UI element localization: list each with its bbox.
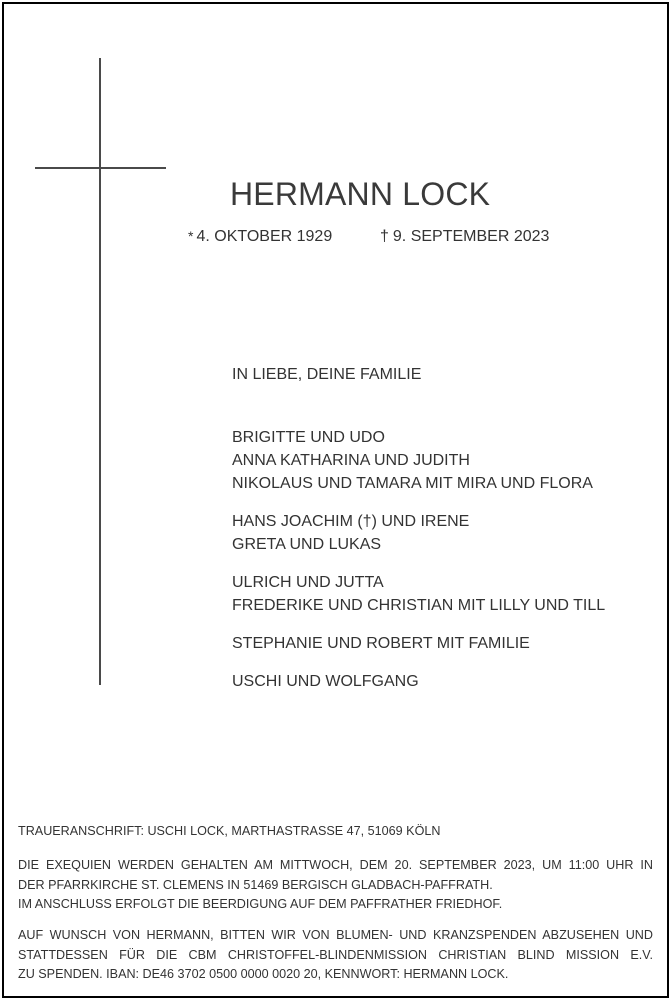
mourner-line: HANS JOACHIM (†) UND IRENE bbox=[232, 513, 470, 530]
mourner-line: STEPHANIE UND ROBERT MIT FAMILIE bbox=[232, 635, 530, 652]
donation-line: STATTDESSEN FÜR DIE CBM CHRISTOFFEL-BLINDENMISSION CHRISTIAN BLIND MISSION E.V. bbox=[18, 947, 653, 962]
mourner-line: FREDERIKE UND CHRISTIAN MIT LILLY UND TILL bbox=[232, 597, 606, 614]
death-date-line bbox=[380, 228, 549, 246]
birth-date-line bbox=[188, 228, 332, 246]
cross-icon-vertical-bar bbox=[99, 58, 101, 685]
death-date: 9. SEPTEMBER 2023 bbox=[392, 228, 550, 245]
death-dagger-icon: † bbox=[380, 228, 389, 245]
mourner-line: NIKOLAUS UND TAMARA MIT MIRA UND FLORA bbox=[232, 475, 593, 492]
mourner-group bbox=[232, 670, 605, 693]
donation-line: AUF WUNSCH VON HERMANN, BITTEN WIR VON BLUMEN- UND KRANZSPENDEN ABZUSEHEN UND bbox=[18, 928, 653, 942]
mourner-group bbox=[232, 426, 605, 495]
birth-date: 4. OKTOBER 1929 bbox=[196, 228, 333, 245]
birth-star-icon: * bbox=[188, 228, 194, 244]
family-signature: IN LIEBE, DEINE FAMILIE bbox=[232, 366, 422, 383]
mourner-line: ANNA KATHARINA UND JUDITH bbox=[232, 452, 470, 469]
service-info bbox=[18, 856, 653, 915]
mourner-group bbox=[232, 632, 605, 655]
donation-line: ZU SPENDEN. IBAN: DE46 3702 0500 0000 0020 20, KENNWORT: HERMANN LOCK. bbox=[18, 967, 509, 981]
mourner-group bbox=[232, 510, 605, 556]
mourner-line: GRETA UND LUKAS bbox=[232, 536, 382, 553]
mourner-line: ULRICH UND JUTTA bbox=[232, 574, 384, 591]
service-line: IM ANSCHLUSS ERFOLGT DIE BEERDIGUNG AUF DEM PAFFRATHER FRIEDHOF. bbox=[18, 897, 503, 911]
mourner-line: USCHI UND WOLFGANG bbox=[232, 673, 419, 690]
mourner-group bbox=[232, 571, 605, 617]
deceased-name: HERMANN LOCK bbox=[230, 176, 491, 212]
service-line: DIE EXEQUIEN WERDEN GEHALTEN AM MITTWOCH, DEM 20. SEPTEMBER 2023, UM 11:00 UHR IN bbox=[18, 858, 653, 872]
service-line: DER PFARRKIRCHE ST. CLEMENS IN 51469 BERGISCH GLADBACH-PAFFRATH. bbox=[18, 877, 493, 892]
cross-icon-horizontal-bar bbox=[35, 167, 166, 169]
mourners-block bbox=[232, 363, 605, 708]
mourning-address: TRAUERANSCHRIFT: USCHI LOCK, MARTHASTRASSE 47, 51069 KÖLN bbox=[18, 824, 441, 838]
mourner-line: BRIGITTE UND UDO bbox=[232, 429, 385, 446]
donation-info bbox=[18, 926, 653, 985]
